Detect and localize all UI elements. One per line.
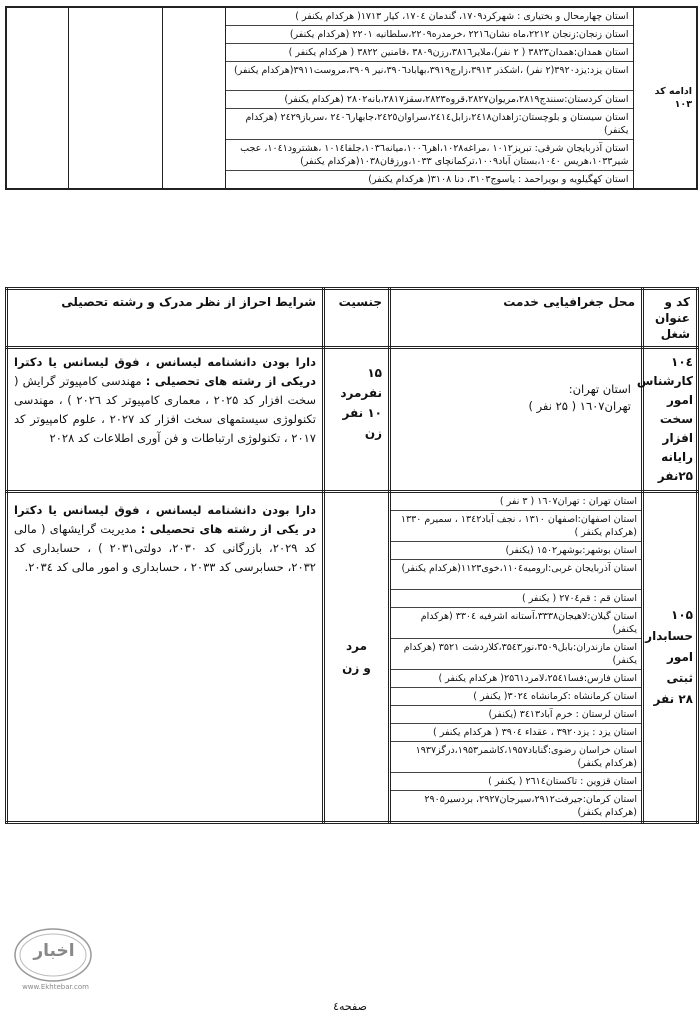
list-item: استان گیلان:لاهیجان۳۳۳۸،آستانه اشرفیه ۳۳۰٤ (هرکدام یکنفر): [391, 608, 641, 639]
req-heading: دارا بودن دانشنامه لیسانس ، فوق لیسانس یا دکترا دریکی از رشته های تحصیلی :: [14, 355, 316, 388]
top-location-cell: [225, 7, 633, 189]
list-item: استان یزد : یزد۳۹۲۰ ، عقداء ۳۹۰٤ ( هرکدام یکنفر ): [391, 724, 641, 742]
location-cell: [390, 492, 643, 823]
gender-line: ۱۰ نفر زن: [342, 406, 382, 440]
req-text: مدیریت گرایشهای ( مالی کد ۲۰۲۹، بازرگانی کد ۲۰۳۰، دولتی۲۰۳۱ ) ، حسابداری کد ۲۰۳۲، حسابرسی کد ۲۰۳۳ ، حسابداری و امور مالی کد ۲۰۳٤.: [14, 522, 316, 574]
table-row: [7, 492, 698, 823]
job-count: ۲۵نفر: [657, 469, 693, 483]
gender-cell: [324, 492, 390, 823]
list-item: استان اصفهان:اصفهان ۱۳۱۰ ، نجف آباد۱۳٤۲ ، سمیرم ۱۳۳۰ (هرکدام یکنفر ): [391, 511, 641, 542]
list-item: استان فارس:فسا۲۵٤۱،لامرد۲۵٦۱( هرکدام یکنفر ): [391, 670, 641, 688]
location-list: [391, 493, 641, 821]
header-gender: جنسیت: [324, 289, 390, 348]
list-item: استان بوشهر:بوشهر۱۵۰۲ (یکنفر): [391, 542, 641, 560]
requirements-cell: [7, 492, 324, 823]
job-code: ۱۰۵: [671, 607, 693, 622]
top-empty-cell: [6, 7, 68, 189]
top-code-label: ادامه کد ۱۰۳: [654, 86, 692, 110]
top-gender-cell: [162, 7, 225, 189]
top-req-cell: [68, 7, 162, 189]
gender-line: ۱۵ نفرمرد: [340, 366, 382, 400]
list-item: استان کردستان:سنندج۲۸۱۹،مریوان۲۸۲۷،قروه۲۸۲۳،سقز۲۸۱۷،بانه۲۸۰۲ (هرکدام یکنفر): [226, 91, 633, 109]
req-text: مهندسی کامپیوتر گرایش ( سخت افزار کد ۲۰۲۵ ، معماری کامپیوتر کد ۲۰۲٦ ) ، مهندسی تکنولوژی سیستمهای سخت افزار کد ۲۰۲۷ ، علوم کامپیوتر کد ۲۰۱۷ ، تکنولوژی ارتباطات و فن آوری اطلاعات کد ۲۰۲۸: [14, 374, 317, 445]
list-item: استان مازندران:بابل۳۵۰۹،نور۳۵٤۳،کلاردشت ۳۵۲۱ (هرکدام یکنفر): [391, 639, 641, 670]
list-item: استان قزوین : تاکستان۲٦۱٤ ( یکنفر ): [391, 773, 641, 791]
job-title: حسابدار امور ثبتی: [645, 628, 693, 685]
job-count: ۲۸ نفر: [653, 691, 693, 706]
list-item: استان کرمان:جیرفت۲۹۱۲،سیرجان۲۹۲۷، بردسیر۲۹۰۵ (هرکدام یکنفر): [424, 794, 637, 818]
job-title: کارشناس امور سخت افزار رایانه: [636, 374, 693, 464]
list-item: استان آذربایجان شرقی: تبریز۱۰۱۲ ،مراغه۱۰۲۸،اهر۱۰۰٦،میانه۱۰۳٦،جلفا۱۰۱٤ ،هشترود۱۰٤۱، عجب شیر۱۰۳۳،هریس ۱۰٤۰،بستان آباد۱۰۰۹،ترکمانچای ۱۰۳۳،ورزقان۱۰۳۸(هرکدام یکنفر): [226, 140, 633, 171]
list-item: استان زنجان:زنجان ۲۲۱۲،ماه نشان۲۲۱٦ ،خرمدره۲۲۰۹،سلطانیه ۲۲۰۱ (هرکدام یکنفر): [226, 26, 633, 44]
header-code: کد و عنوان شغل: [643, 289, 698, 348]
gender-cell: [324, 348, 390, 492]
list-item: استان آذربایجان غربی:ارومیه۱۱۰٤،خوی۱۱۲۳(هرکدام یکنفر): [391, 560, 641, 590]
header-location: محل جغرافیایی خدمت: [390, 289, 643, 348]
list-item: استان همدان:همدان۳۸۲۳ ( ۲ نفر)،ملایر۳۸۱٦،رزن۳۸۰۹ ،فامنین ۳۸۲۲ ( هرکدام یکنفر ): [226, 44, 633, 62]
job-code-cell: [636, 348, 698, 492]
list-item: استان تهران : تهران۱٦۰۷ ( ۳ نفر ): [391, 493, 641, 511]
top-table: [5, 6, 698, 190]
location-cell: [390, 348, 643, 492]
job-code-cell: [643, 492, 698, 823]
list-item: استان یزد:یزد۳۹۲۰(۲ نفر) ،اشکذر ۳۹۱۳،زارچ۳۹۱۹،بهاباد۳۹۰٦،نیر ۳۹۰۹،مروست۳۹۱۱(هرکدام یکنفر): [226, 62, 633, 91]
list-item: استان چهارمحال و بختیاری : شهرکرد۱۷۰۹، گندمان ۱۷۰٤، کیار ۱۷۱۳( هرکدام یکنفر ): [226, 8, 633, 26]
logo-url: www.Ekhtebar.com: [22, 983, 89, 991]
table-row: [7, 348, 698, 492]
location-line: استان تهران:: [568, 382, 631, 396]
top-code-cell: [633, 7, 697, 189]
gender-line: و زن: [342, 661, 371, 675]
gender-line: مرد: [345, 639, 368, 653]
list-item: استان سیستان و بلوچستان:زاهدان۲٤۱۸،زابل۲٤۱٤،سراوان۲٤۲٥،جابهار۲٤۰٦ ،سرباز۲٤۲۹ (هرکدام یکنفر): [226, 109, 633, 140]
list-item: استان خراسان رضوی:گناباد۱۹۵۷،کاشمر۱۹۵۳،درگز۱۹۳۷ (هرکدام یکنفر): [391, 742, 641, 773]
header-requirements: شرایط احراز از نظر مدرک و رشته تحصیلی: [7, 289, 324, 348]
requirements-cell: [7, 348, 324, 492]
page-number: صفحه٤: [333, 1000, 367, 1013]
location-line: تهران۱٦۰۷ ( ۲۵ نفر ): [528, 399, 631, 413]
site-logo: [8, 925, 103, 995]
list-item: استان کهگیلویه و بویراحمد : یاسوج۳۱۰۳، دنا ۳۱۰۸( هرکدام یکنفر): [226, 171, 633, 189]
logo-text: اخبار: [33, 941, 75, 961]
list-item: استان لرستان : خرم آباد۳٤۱۳ (یکنفر): [391, 706, 641, 724]
main-table: [5, 287, 699, 824]
job-code: ۱۰٤: [671, 355, 693, 369]
top-province-list: [226, 8, 633, 188]
req-heading: دارا بودن دانشنامه لیسانس ، فوق لیسانس یا دکترا در یکی از رشته های تحصیلی :: [14, 503, 316, 536]
list-item: استان کرمانشاه :کرمانشاه ۳۰۲٤( یکنفر ): [391, 688, 641, 706]
list-item: استان قم : قم۲۷۰٤ ( یکنفر ): [391, 590, 641, 608]
